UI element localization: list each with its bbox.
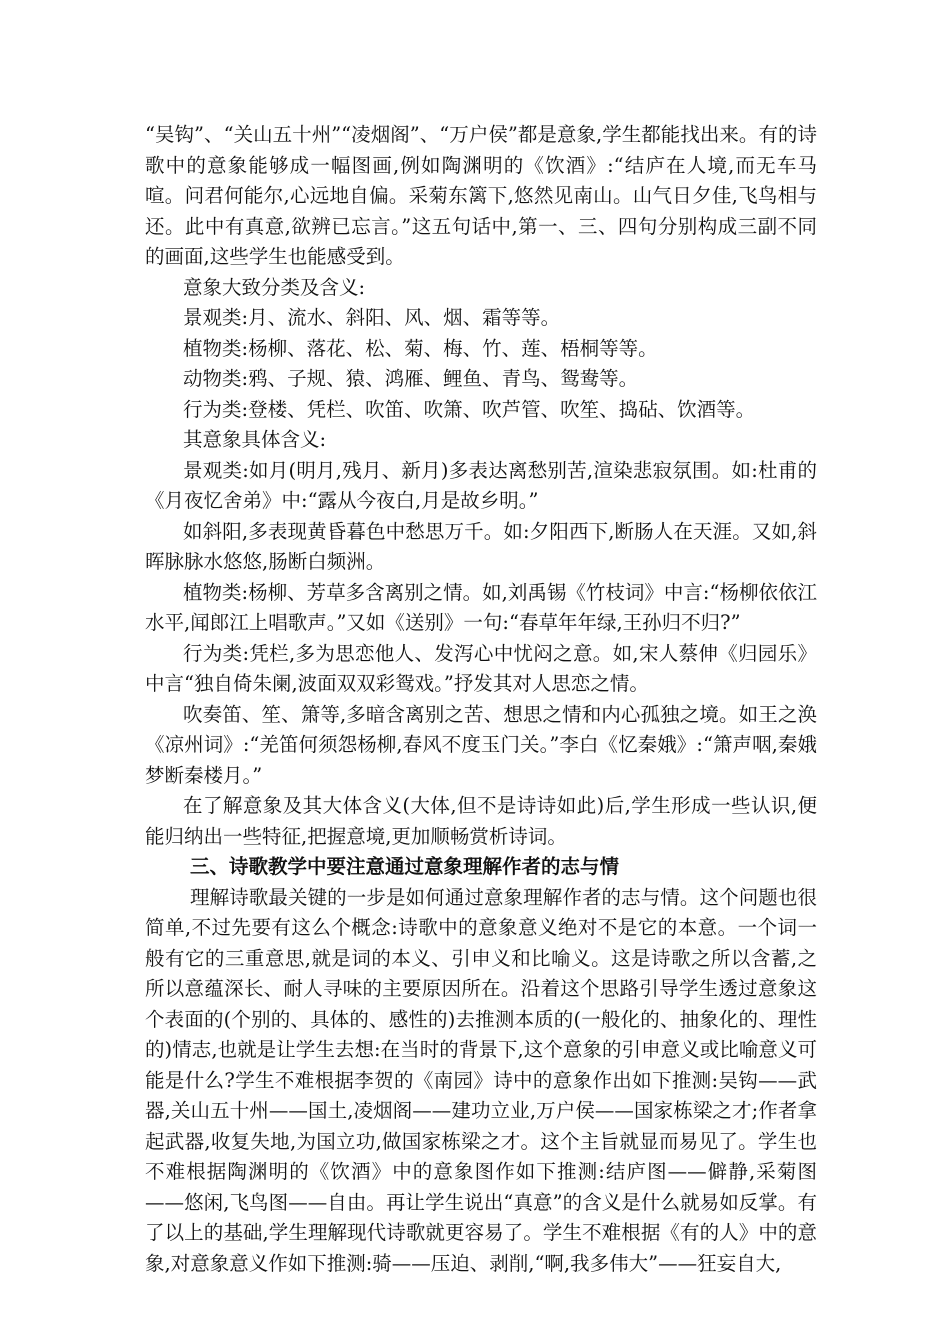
paragraph-plant-meaning: 植物类:杨柳、芳草多含离别之情。如,刘禹锡《竹枝词》中言:“杨柳依依江水平,闻郎江上唱歌声。”又如《送别》一句:“春草年年绿,王孙归不归?”: [145, 580, 817, 634]
paragraph-landscape-category: 景观类:月、流水、斜阳、风、烟、霜等等。: [183, 306, 561, 329]
paragraph-landscape-meaning: 景观类:如月(明月,残月、新月)多表达离愁别苦,渲染悲寂氛围。如:杜甫的《月夜忆舍弟》中:“露从今夜白,月是故乡明。”: [145, 458, 817, 512]
paragraph-specific-meaning-intro: 其意象具体含义:: [183, 428, 327, 451]
paragraph-plant-category: 植物类:杨柳、落花、松、菊、梅、竹、莲、梧桐等等。: [183, 336, 658, 360]
paragraph-sunset-meaning: 如斜阳,多表现黄昏暮色中愁思万千。如:夕阳西下,断肠人在天涯。又如,斜晖脉脉水悠悠,肠断白频洲。: [145, 519, 817, 573]
document-page: [145, 120, 817, 1279]
paragraph-imagery-categories-intro: 意象大致分类及含义:: [183, 275, 366, 299]
paragraph-imagery-examples: “吴钩”、“关山五十州”“凌烟阁”、“万户侯”都是意象,学生都能找出来。有的诗歌中的意象能够成一幅图画,例如陶渊明的《饮酒》:“结庐在人境,而无车马喧。问君何能尔,心远地自偏。采菊东篱下,悠然见南山。山气日夕佳,飞鸟相与还。此中有真意,欲辨已忘言。”这五句话中,第一、三、四句分别构成三副不同的画面,这些学生也能感受到。: [145, 123, 817, 268]
paragraph-behavior-meaning: 行为类:凭栏,多为思恋他人、发泻心中忧闷之意。如,宋人蔡伸《归园乐》中言“独自倚朱阑,波面双双彩鸳戏。”抒发其对人思恋之情。: [145, 641, 817, 695]
section-heading: 三、诗歌教学中要注意通过意象理解作者的志与情: [190, 855, 620, 878]
paragraph-instrument-meaning: 吹奏笛、笙、箫等,多暗含离别之苦、想思之情和内心孤独之境。如王之涣《凉州词》:“羌笛何须怨杨柳,春风不度玉门关。”李白《忆秦娥》:“箫声咽,秦娥梦断秦楼月。”: [145, 702, 817, 787]
paragraph-summary: 在了解意象及其大体含义(大体,但不是诗诗如此)后,学生形成一些认识,便能归纳出一些特征,把握意境,更加顺畅赏析诗词。: [145, 794, 817, 848]
paragraph-animal-category: 动物类:鸦、子规、猿、鸿雁、鲤鱼、青鸟、鸳鸯等。: [183, 367, 639, 390]
paragraph-understanding-intent: 理解诗歌最关键的一步是如何通过意象理解作者的志与情。这个问题也很简单,不过先要有这么个概念:诗歌中的意象意义绝对不是它的本意。一个词一般有它的三重意思,就是词的本义、引申义和比喻义。这是诗歌之所以含蓄,之所以意蕴深长、耐人寻味的主要原因所在。沿着这个思路引导学生透过意象这个表面的(个别的、具体的、感性的)去推测本质的(一般化的、抽象化的、理性的)情志,也就是让学生去想:在当时的背景下,这个意象的引申意义或比喻意义可能是什么?学生不难根据李贺的《南园》诗中的意象作出如下推测:吴钩——武器,关山五十州——国土,凌烟阁——建功立业,万户侯——国家栋梁之才;作者拿起武器,收复失地,为国立功,做国家栋梁之才。这个主旨就显而易见了。学生也不难根据陶渊明的《饮酒》中的意象图作如下推测:结庐图——僻静,采菊图——悠闲,飞鸟图——自由。再让学生说出“真意”的含义是什么就易如反掌。有了以上的基础,学生理解现代诗歌就更容易了。学生不难根据《有的人》中的意象,对意象意义作如下推测:骑——压迫、剥削,“啊,我多伟大”——狂妄自大,: [145, 885, 817, 1275]
paragraph-behavior-category: 行为类:登楼、凭栏、吹笛、吹箫、吹芦管、吹笙、捣砧、饮酒等。: [183, 397, 756, 421]
